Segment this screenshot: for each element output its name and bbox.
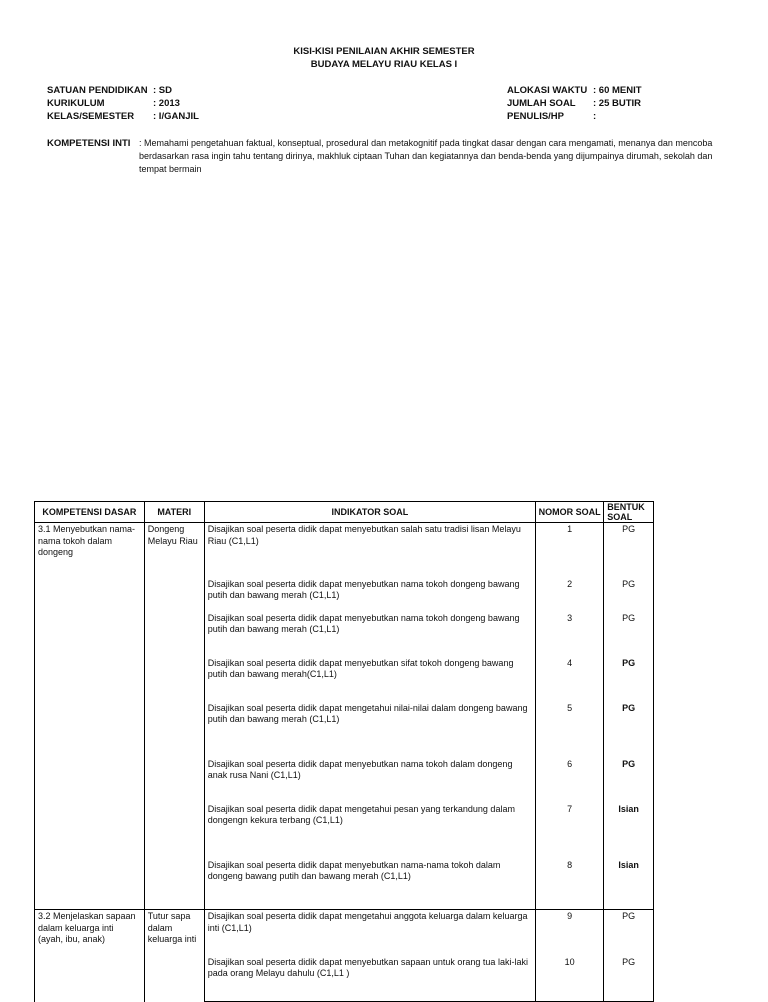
table-row bbox=[35, 702, 654, 758]
meta-row-satuan bbox=[47, 84, 199, 97]
table-row bbox=[35, 859, 654, 910]
meta-value: : SD bbox=[153, 85, 172, 96]
kisi-kisi-table bbox=[34, 501, 654, 1002]
nomor-soal-cell: 3 bbox=[535, 612, 603, 657]
bentuk-soal-cell: PG bbox=[604, 657, 654, 702]
document-subtitle: BUDAYA MELAYU RIAU KELAS I bbox=[310, 59, 458, 70]
kompetensi-dasar-cell: 3.1 Menyebutkan nama-nama tokoh dalam dongeng bbox=[35, 523, 145, 578]
nomor-soal-cell: 6 bbox=[535, 758, 603, 803]
indikator-cell: Disajikan soal peserta didik dapat mengetahui nilai-nilai dalam dongeng bawang putih dan bawang merah (C1,L1) bbox=[204, 702, 535, 758]
meta-row-alokasi bbox=[507, 84, 642, 97]
table-header-row bbox=[35, 502, 654, 523]
bentuk-soal-cell: PG bbox=[604, 758, 654, 803]
meta-value: : 25 BUTIR bbox=[593, 98, 642, 109]
kompetensi-inti bbox=[47, 137, 737, 176]
nomor-soal-cell: 7 bbox=[535, 803, 603, 859]
bentuk-soal-cell: Isian bbox=[604, 859, 654, 910]
materi-cell-continued bbox=[144, 702, 204, 758]
nomor-soal-cell: 8 bbox=[535, 859, 603, 910]
meta-row-jumlah bbox=[507, 97, 642, 110]
table-row bbox=[35, 910, 654, 956]
kompetensi-dasar-cell-continued bbox=[35, 578, 145, 612]
identity-left bbox=[47, 84, 199, 123]
materi-cell-continued bbox=[144, 612, 204, 657]
nomor-soal-cell: 4 bbox=[535, 657, 603, 702]
table-row bbox=[35, 803, 654, 859]
meta-value: : 2013 bbox=[153, 98, 180, 109]
materi-cell-continued bbox=[144, 956, 204, 1002]
meta-value: : bbox=[593, 111, 597, 122]
indikator-cell: Disajikan soal peserta didik dapat mengetahui anggota keluarga dalam keluarga inti (C1,L1) bbox=[204, 910, 535, 956]
meta-value: : 60 MENIT bbox=[593, 85, 642, 96]
meta-label: JUMLAH SOAL bbox=[507, 98, 576, 109]
bentuk-soal-cell: PG bbox=[604, 956, 654, 1002]
indikator-cell: Disajikan soal peserta didik dapat menyebutkan nama tokoh dongeng bawang putih dan bawang merah (C1,L1) bbox=[204, 578, 535, 612]
materi-cell-continued bbox=[144, 578, 204, 612]
kompetensi-dasar-cell-continued bbox=[35, 612, 145, 657]
bentuk-soal-cell: Isian bbox=[604, 803, 654, 859]
kompetensi-dasar-cell: 3.2 Menjelaskan sapaan dalam keluarga inti (ayah, ibu, anak) bbox=[35, 910, 145, 956]
meta-label: ALOKASI WAKTU bbox=[507, 85, 588, 96]
kompetensi-inti-text: : Memahami pengetahuan faktual, konseptual, prosedural dan metakognitif pada tingkat dasar dengan cara mengamati, menanya dan mencoba berdasarkan rasa ingin tahu tentang dirinya, makhluk ciptaan Tuhan dan kegiatannya dan benda-benda yang dijumpainya dirumah, sekolah dan tempat bermain bbox=[139, 138, 713, 174]
materi-cell: Tutur sapa dalam keluarga inti bbox=[144, 910, 204, 956]
bentuk-soal-cell: PG bbox=[604, 578, 654, 612]
nomor-soal-cell: 5 bbox=[535, 702, 603, 758]
identity-right bbox=[507, 84, 642, 123]
nomor-soal-cell: 2 bbox=[535, 578, 603, 612]
indikator-cell: Disajikan soal peserta didik dapat menyebutkan sapaan untuk orang tua laki-laki pada orang Melayu dahulu (C1,L1 ) bbox=[204, 956, 535, 1002]
meta-label: KURIKULUM bbox=[47, 98, 105, 109]
bentuk-soal-cell: PG bbox=[604, 612, 654, 657]
meta-label: SATUAN PENDIDIKAN bbox=[47, 85, 148, 96]
header-nomor-soal: NOMOR SOAL bbox=[535, 502, 603, 523]
header-materi: MATERI bbox=[144, 502, 204, 523]
kompetensi-dasar-cell-continued bbox=[35, 859, 145, 910]
materi-cell-continued bbox=[144, 758, 204, 803]
table-row bbox=[35, 758, 654, 803]
materi-cell: Dongeng Melayu Riau bbox=[144, 523, 204, 578]
nomor-soal-cell: 1 bbox=[535, 523, 603, 578]
kompetensi-dasar-cell-continued bbox=[35, 702, 145, 758]
materi-cell-continued bbox=[144, 859, 204, 910]
meta-label: KELAS/SEMESTER bbox=[47, 111, 135, 122]
table-row bbox=[35, 578, 654, 612]
indikator-cell: Disajikan soal peserta didik dapat mengetahui pesan yang terkandung dalam dongengn kekura terbang (C1,L1) bbox=[204, 803, 535, 859]
table-row bbox=[35, 612, 654, 657]
materi-cell-continued bbox=[144, 803, 204, 859]
nomor-soal-cell: 9 bbox=[535, 910, 603, 956]
bentuk-soal-cell: PG bbox=[604, 910, 654, 956]
header-bentuk-soal: BENTUK SOAL bbox=[604, 502, 654, 523]
bentuk-soal-cell: PG bbox=[604, 702, 654, 758]
indikator-cell: Disajikan soal peserta didik dapat menyebutkan nama-nama tokoh dalam dongeng bawang putih dan bawang merah (C1,L1) bbox=[204, 859, 535, 910]
document-title: KISI-KISI PENILAIAN AKHIR SEMESTER bbox=[293, 46, 475, 57]
nomor-soal-cell: 10 bbox=[535, 956, 603, 1002]
kompetensi-dasar-cell-continued bbox=[35, 956, 145, 1002]
table-row bbox=[35, 657, 654, 702]
kompetensi-dasar-cell-continued bbox=[35, 758, 145, 803]
meta-label: PENULIS/HP bbox=[507, 111, 565, 122]
bentuk-soal-cell: PG bbox=[604, 523, 654, 578]
header-kompetensi-dasar: KOMPETENSI DASAR bbox=[35, 502, 145, 523]
indikator-cell: Disajikan soal peserta didik dapat menyebutkan nama tokoh dongeng bawang putih dan bawang merah (C1,L1) bbox=[204, 612, 535, 657]
indikator-cell: Disajikan soal peserta didik dapat menyebutkan salah satu tradisi lisan Melayu Riau (C1,L1) bbox=[204, 523, 535, 578]
table-body bbox=[35, 523, 654, 1002]
header-indikator: INDIKATOR SOAL bbox=[204, 502, 535, 523]
meta-row-penulis bbox=[507, 110, 642, 123]
meta-row-kurikulum bbox=[47, 97, 199, 110]
kompetensi-dasar-cell-continued bbox=[35, 657, 145, 702]
indikator-cell: Disajikan soal peserta didik dapat menyebutkan sifat tokoh dongeng bawang putih dan bawang merah(C1,L1) bbox=[204, 657, 535, 702]
indikator-cell: Disajikan soal peserta didik dapat menyebutkan nama tokoh dalam dongeng anak rusa Nani (C1,L1) bbox=[204, 758, 535, 803]
table-row bbox=[35, 523, 654, 578]
kompetensi-dasar-cell-continued bbox=[35, 803, 145, 859]
kompetensi-inti-label: KOMPETENSI INTI bbox=[47, 138, 131, 149]
table-row bbox=[35, 956, 654, 1002]
meta-value: : I/GANJIL bbox=[153, 111, 199, 122]
materi-cell-continued bbox=[144, 657, 204, 702]
meta-row-kelas bbox=[47, 110, 199, 123]
